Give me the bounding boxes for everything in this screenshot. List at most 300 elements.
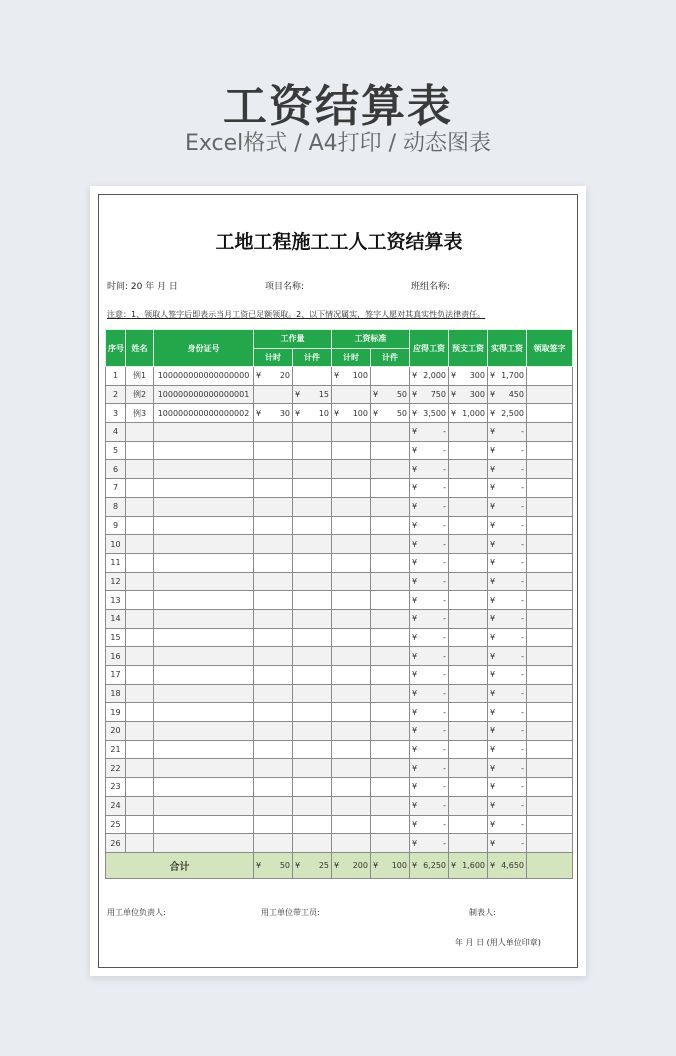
row-sign[interactable]	[527, 423, 573, 442]
document-title: 工地工程施工工人工资结算表	[215, 231, 463, 253]
row-advance	[449, 647, 488, 666]
row-seq: 19	[106, 703, 126, 722]
row-advance	[449, 666, 488, 685]
table-row	[106, 367, 573, 386]
row-id	[154, 834, 254, 853]
row-advance	[449, 740, 488, 759]
table-row	[106, 553, 573, 572]
row-wage-piece	[371, 591, 410, 610]
row-actual: ¥ -	[488, 703, 527, 722]
header-workload-hourly: 计时	[254, 348, 293, 367]
row-advance	[449, 834, 488, 853]
row-id	[154, 460, 254, 479]
row-payable: ¥ -	[410, 591, 449, 610]
row-wage-hourly: ¥ 100	[332, 404, 371, 423]
row-actual: ¥ -	[488, 479, 527, 498]
table-row	[106, 516, 573, 535]
row-seq: 17	[106, 666, 126, 685]
row-name	[126, 591, 154, 610]
row-payable: ¥ -	[410, 516, 449, 535]
row-seq: 26	[106, 834, 126, 853]
row-workload-hourly	[254, 703, 293, 722]
row-workload-piece	[293, 609, 332, 628]
row-seq: 5	[106, 441, 126, 460]
row-wage-hourly	[332, 796, 371, 815]
total-workload-piece: ¥ 25	[293, 852, 332, 878]
row-workload-piece	[293, 516, 332, 535]
row-sign[interactable]	[527, 535, 573, 554]
row-workload-piece: ¥ 15	[293, 385, 332, 404]
row-advance	[449, 553, 488, 572]
row-payable: ¥ -	[410, 460, 449, 479]
row-workload-hourly	[254, 722, 293, 741]
row-seq: 10	[106, 535, 126, 554]
row-id: 100000000000000000	[154, 367, 254, 386]
total-wage-hourly: ¥ 200	[332, 852, 371, 878]
table-row	[106, 666, 573, 685]
row-workload-hourly	[254, 628, 293, 647]
row-advance	[449, 441, 488, 460]
row-payable: ¥ -	[410, 535, 449, 554]
row-id	[154, 722, 254, 741]
row-advance	[449, 759, 488, 778]
row-id	[154, 796, 254, 815]
row-actual: ¥ -	[488, 516, 527, 535]
row-workload-hourly	[254, 684, 293, 703]
row-wage-piece	[371, 460, 410, 479]
row-wage-piece	[371, 647, 410, 666]
row-payable: ¥ -	[410, 628, 449, 647]
header-wage-piece: 计件	[371, 348, 410, 367]
row-wage-hourly	[332, 647, 371, 666]
row-sign[interactable]	[527, 404, 573, 423]
row-wage-hourly	[332, 553, 371, 572]
row-name	[126, 516, 154, 535]
table-row	[106, 796, 573, 815]
time-label: 时间: 20 年 月 日	[107, 282, 178, 292]
row-wage-piece	[371, 628, 410, 647]
row-workload-hourly	[254, 778, 293, 797]
row-advance	[449, 722, 488, 741]
row-wage-hourly	[332, 516, 371, 535]
totals-label: 合计	[106, 852, 254, 878]
row-wage-hourly	[332, 423, 371, 442]
row-wage-piece	[371, 572, 410, 591]
row-payable: ¥ -	[410, 759, 449, 778]
row-seq: 25	[106, 815, 126, 834]
row-id	[154, 759, 254, 778]
row-workload-piece	[293, 740, 332, 759]
table-row	[106, 460, 573, 479]
row-advance	[449, 516, 488, 535]
row-payable: ¥ -	[410, 834, 449, 853]
row-wage-piece	[371, 815, 410, 834]
row-actual: ¥ -	[488, 684, 527, 703]
row-workload-hourly	[254, 609, 293, 628]
row-sign[interactable]	[527, 628, 573, 647]
row-name	[126, 441, 154, 460]
row-seq: 7	[106, 479, 126, 498]
row-workload-piece	[293, 572, 332, 591]
row-advance	[449, 572, 488, 591]
row-seq: 18	[106, 684, 126, 703]
row-workload-piece	[293, 759, 332, 778]
row-payable: ¥ -	[410, 479, 449, 498]
row-wage-hourly	[332, 778, 371, 797]
row-wage-piece	[371, 497, 410, 516]
row-payable: ¥ -	[410, 740, 449, 759]
row-sign[interactable]	[527, 497, 573, 516]
row-id	[154, 535, 254, 554]
row-actual: ¥ -	[488, 609, 527, 628]
row-wage-piece	[371, 423, 410, 442]
team-name-label: 班组名称:	[411, 282, 451, 292]
row-id	[154, 516, 254, 535]
header-advance: 预支工资	[449, 330, 488, 367]
row-advance: ¥ 300	[449, 367, 488, 386]
row-wage-hourly: ¥ 100	[332, 367, 371, 386]
row-payable: ¥ -	[410, 553, 449, 572]
row-workload-hourly	[254, 759, 293, 778]
row-name	[126, 609, 154, 628]
row-name	[126, 628, 154, 647]
row-sign[interactable]	[527, 516, 573, 535]
row-sign[interactable]	[527, 591, 573, 610]
table-row	[106, 647, 573, 666]
row-seq: 20	[106, 722, 126, 741]
row-id: 100000000000000002	[154, 404, 254, 423]
row-name	[126, 535, 154, 554]
header-id: 身份证号	[154, 330, 254, 367]
notice-text: 注意：1、领取人签字后即表示当月工资已足额领取。2、以下情况属实，签字人愿对其真实性负法律责任。	[107, 310, 486, 319]
row-workload-piece	[293, 460, 332, 479]
table-row	[106, 385, 573, 404]
row-advance	[449, 423, 488, 442]
header-wage-hourly: 计时	[332, 348, 371, 367]
row-id	[154, 497, 254, 516]
row-advance	[449, 609, 488, 628]
row-payable: ¥ -	[410, 666, 449, 685]
row-wage-piece	[371, 722, 410, 741]
row-wage-piece	[371, 796, 410, 815]
row-payable: ¥ 750	[410, 385, 449, 404]
row-seq: 2	[106, 385, 126, 404]
row-id	[154, 591, 254, 610]
table-row	[106, 778, 573, 797]
row-actual: ¥ -	[488, 647, 527, 666]
row-sign[interactable]	[527, 796, 573, 815]
row-workload-hourly	[254, 385, 293, 404]
row-seq: 15	[106, 628, 126, 647]
row-payable: ¥ -	[410, 647, 449, 666]
row-workload-piece	[293, 367, 332, 386]
table-row	[106, 815, 573, 834]
row-name	[126, 423, 154, 442]
row-name	[126, 460, 154, 479]
row-payable: ¥ -	[410, 796, 449, 815]
row-wage-piece	[371, 703, 410, 722]
row-actual: ¥ -	[488, 628, 527, 647]
row-actual: ¥ 450	[488, 385, 527, 404]
row-actual: ¥ -	[488, 572, 527, 591]
row-workload-hourly	[254, 796, 293, 815]
row-workload-piece	[293, 441, 332, 460]
row-wage-piece	[371, 740, 410, 759]
row-payable: ¥ -	[410, 684, 449, 703]
row-workload-hourly	[254, 591, 293, 610]
total-wage-piece: ¥ 100	[371, 852, 410, 878]
row-wage-piece	[371, 666, 410, 685]
row-sign[interactable]	[527, 479, 573, 498]
row-wage-hourly	[332, 535, 371, 554]
table-row	[106, 759, 573, 778]
hero-subtitle: Excel格式 / A4打印 / 动态图表	[184, 131, 492, 156]
row-wage-piece	[371, 535, 410, 554]
row-name	[126, 666, 154, 685]
row-workload-hourly	[254, 834, 293, 853]
row-advance: ¥ 1,000	[449, 404, 488, 423]
row-seq: 12	[106, 572, 126, 591]
row-wage-hourly	[332, 441, 371, 460]
row-wage-piece: ¥ 50	[371, 385, 410, 404]
row-workload-piece	[293, 778, 332, 797]
row-name	[126, 479, 154, 498]
row-wage-hourly	[332, 460, 371, 479]
row-wage-piece	[371, 684, 410, 703]
row-actual: ¥ -	[488, 834, 527, 853]
row-workload-piece	[293, 647, 332, 666]
row-sign[interactable]	[527, 367, 573, 386]
row-name	[126, 703, 154, 722]
row-seq: 13	[106, 591, 126, 610]
row-advance	[449, 796, 488, 815]
row-wage-piece: ¥ 50	[371, 404, 410, 423]
row-workload-piece	[293, 796, 332, 815]
row-payable: ¥ -	[410, 423, 449, 442]
row-wage-hourly	[332, 834, 371, 853]
row-seq: 23	[106, 778, 126, 797]
date-seal-label: 年 月 日 (用人单位印章)	[455, 938, 541, 947]
row-seq: 11	[106, 553, 126, 572]
row-sign[interactable]	[527, 740, 573, 759]
row-actual: ¥ 2,500	[488, 404, 527, 423]
row-actual: ¥ -	[488, 535, 527, 554]
row-wage-hourly	[332, 684, 371, 703]
row-id	[154, 666, 254, 685]
row-actual: ¥ -	[488, 497, 527, 516]
row-sign[interactable]	[527, 609, 573, 628]
row-id	[154, 647, 254, 666]
row-wage-hourly	[332, 572, 371, 591]
row-advance	[449, 460, 488, 479]
row-seq: 4	[106, 423, 126, 442]
row-payable: ¥ -	[410, 815, 449, 834]
header-workload: 工作量	[254, 330, 332, 349]
row-wage-hourly	[332, 722, 371, 741]
row-seq: 3	[106, 404, 126, 423]
row-wage-hourly	[332, 740, 371, 759]
row-id	[154, 628, 254, 647]
row-sign[interactable]	[527, 722, 573, 741]
row-payable: ¥ -	[410, 609, 449, 628]
table-row	[106, 404, 573, 423]
row-workload-hourly	[254, 572, 293, 591]
row-payable: ¥ 2,000	[410, 367, 449, 386]
row-actual: ¥ -	[488, 591, 527, 610]
row-workload-hourly	[254, 647, 293, 666]
row-wage-hourly	[332, 385, 371, 404]
row-id	[154, 815, 254, 834]
row-payable: ¥ -	[410, 497, 449, 516]
table-row	[106, 703, 573, 722]
row-wage-hourly	[332, 703, 371, 722]
row-wage-hourly	[332, 666, 371, 685]
totals-row	[106, 852, 573, 878]
row-advance	[449, 535, 488, 554]
row-advance: ¥ 300	[449, 385, 488, 404]
row-sign[interactable]	[527, 553, 573, 572]
row-sign[interactable]	[527, 778, 573, 797]
row-wage-piece	[371, 759, 410, 778]
row-id	[154, 778, 254, 797]
row-workload-piece	[293, 815, 332, 834]
row-actual: ¥ -	[488, 796, 527, 815]
row-name: 例2	[126, 385, 154, 404]
row-advance	[449, 778, 488, 797]
row-workload-hourly	[254, 516, 293, 535]
table-row	[106, 591, 573, 610]
row-name	[126, 553, 154, 572]
row-wage-piece	[371, 441, 410, 460]
row-actual: ¥ -	[488, 759, 527, 778]
total-advance: ¥ 1,600	[449, 852, 488, 878]
row-payable: ¥ -	[410, 703, 449, 722]
row-sign[interactable]	[527, 666, 573, 685]
row-name	[126, 834, 154, 853]
row-actual: ¥ -	[488, 553, 527, 572]
row-payable: ¥ -	[410, 572, 449, 591]
row-advance	[449, 684, 488, 703]
row-wage-hourly	[332, 609, 371, 628]
header-payable: 应得工资	[410, 330, 449, 367]
table-row	[106, 572, 573, 591]
row-wage-piece	[371, 834, 410, 853]
header-wage-standard: 工资标准	[332, 330, 410, 349]
row-wage-hourly	[332, 815, 371, 834]
table-row	[106, 684, 573, 703]
row-wage-piece	[371, 479, 410, 498]
row-workload-hourly	[254, 441, 293, 460]
row-name	[126, 815, 154, 834]
row-workload-piece	[293, 479, 332, 498]
row-sign[interactable]	[527, 759, 573, 778]
table-row	[106, 497, 573, 516]
row-wage-piece	[371, 367, 410, 386]
row-seq: 9	[106, 516, 126, 535]
row-advance	[449, 497, 488, 516]
row-seq: 21	[106, 740, 126, 759]
row-id	[154, 553, 254, 572]
row-sign[interactable]	[527, 647, 573, 666]
row-name	[126, 759, 154, 778]
row-workload-piece	[293, 497, 332, 516]
row-name	[126, 572, 154, 591]
row-workload-hourly: ¥ 20	[254, 367, 293, 386]
header-workload-piece: 计件	[293, 348, 332, 367]
row-name: 例1	[126, 367, 154, 386]
table-row	[106, 609, 573, 628]
row-name	[126, 647, 154, 666]
row-seq: 1	[106, 367, 126, 386]
employer-foreman-label: 用工单位带工员:	[261, 908, 320, 917]
row-workload-piece	[293, 834, 332, 853]
row-workload-piece	[293, 423, 332, 442]
project-name-label: 项目名称:	[265, 282, 305, 292]
row-wage-piece	[371, 609, 410, 628]
row-id	[154, 572, 254, 591]
row-workload-hourly	[254, 740, 293, 759]
row-sign[interactable]	[527, 572, 573, 591]
row-payable: ¥ -	[410, 441, 449, 460]
row-wage-piece	[371, 778, 410, 797]
row-workload-hourly	[254, 423, 293, 442]
table-row	[106, 441, 573, 460]
row-sign[interactable]	[527, 815, 573, 834]
row-payable: ¥ -	[410, 722, 449, 741]
row-seq: 16	[106, 647, 126, 666]
total-payable: ¥ 6,250	[410, 852, 449, 878]
row-name	[126, 722, 154, 741]
row-wage-hourly	[332, 759, 371, 778]
row-advance	[449, 815, 488, 834]
row-sign[interactable]	[527, 703, 573, 722]
row-sign[interactable]	[527, 385, 573, 404]
row-workload-hourly	[254, 497, 293, 516]
row-workload-piece	[293, 553, 332, 572]
preparer-label: 制表人:	[469, 908, 496, 917]
row-actual: ¥ -	[488, 778, 527, 797]
header-seq: 序号	[106, 330, 126, 367]
row-sign[interactable]	[527, 441, 573, 460]
header-sign: 领取签字	[527, 330, 573, 367]
row-workload-hourly	[254, 815, 293, 834]
row-sign[interactable]	[527, 684, 573, 703]
employer-lead-label: 用工单位负责人:	[107, 908, 166, 917]
total-workload-hourly: ¥ 50	[254, 852, 293, 878]
row-name	[126, 778, 154, 797]
row-seq: 14	[106, 609, 126, 628]
row-seq: 24	[106, 796, 126, 815]
document-sheet	[90, 186, 586, 976]
row-actual: ¥ -	[488, 666, 527, 685]
row-actual: ¥ 1,700	[488, 367, 527, 386]
row-actual: ¥ -	[488, 740, 527, 759]
table-row	[106, 628, 573, 647]
row-name: 例3	[126, 404, 154, 423]
row-sign[interactable]	[527, 460, 573, 479]
row-id	[154, 740, 254, 759]
row-workload-hourly: ¥ 30	[254, 404, 293, 423]
row-wage-hourly	[332, 628, 371, 647]
row-sign[interactable]	[527, 834, 573, 853]
table-row	[106, 423, 573, 442]
row-workload-hourly	[254, 535, 293, 554]
document-frame	[98, 194, 578, 968]
row-seq: 8	[106, 497, 126, 516]
table-row	[106, 834, 573, 853]
total-actual: ¥ 4,650	[488, 852, 527, 878]
row-seq: 6	[106, 460, 126, 479]
